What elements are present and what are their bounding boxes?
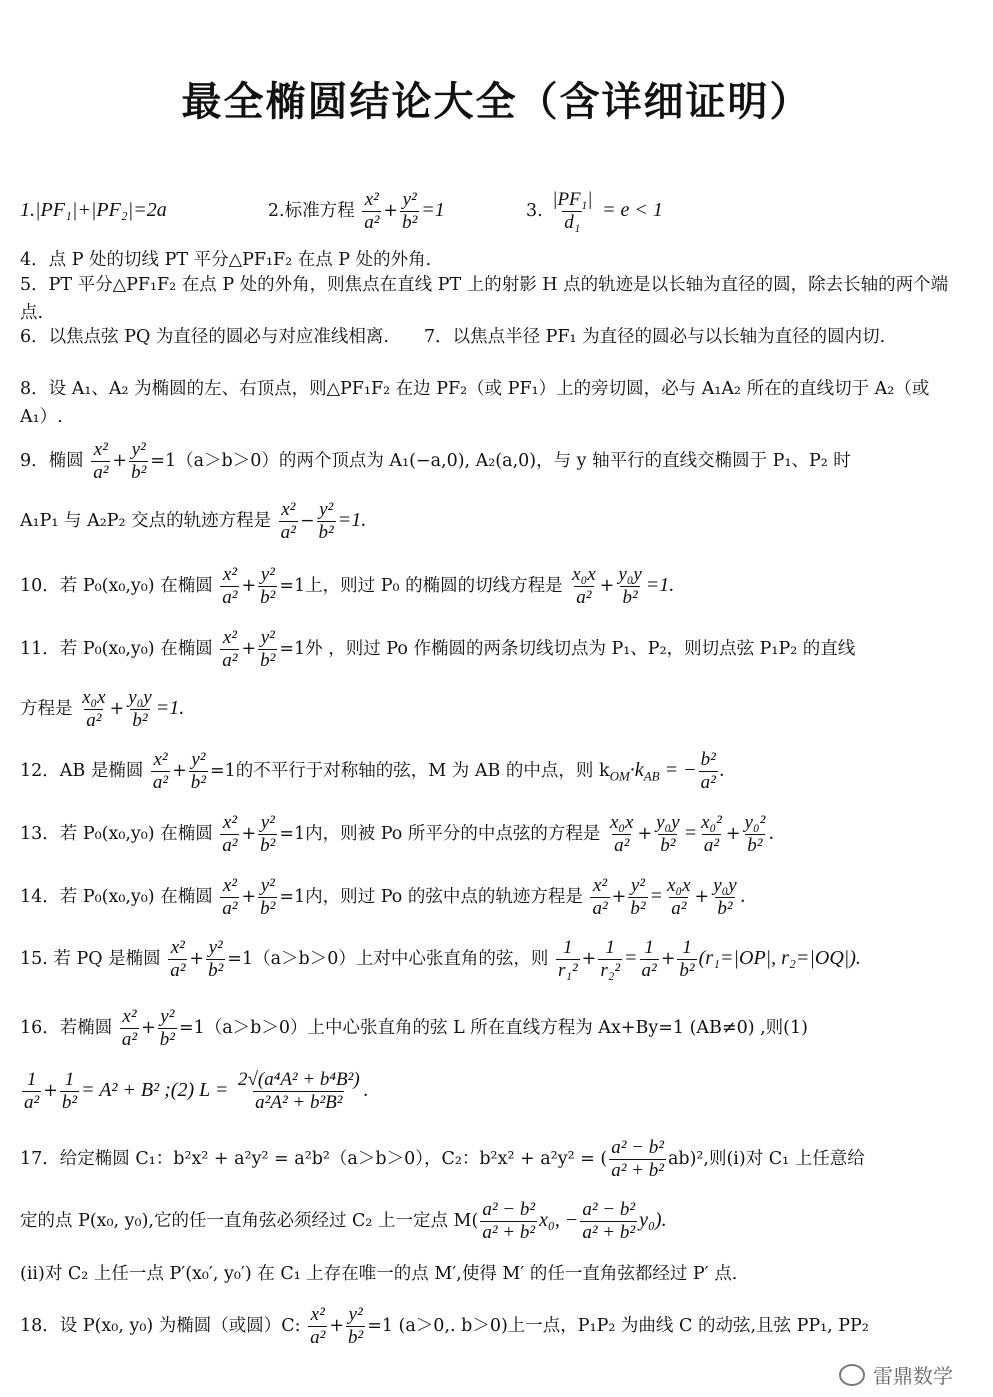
item-16: 16．若椭圆 $\frac{\text{x²}}{\text{a²}}$ + $\frac{\text{y²}}{\text{b²}}$ =1（a＞b＞0）上中心张直角的弦 L 所在直线方程为 Ax+By=1 (AB≠0) ,则(1)	[20, 1006, 808, 1050]
item-15: 15. 若 PQ 是椭圆 $\frac{\text{x²}}{\text{a²}}$ + $\frac{\text{y²}}{\text{b²}}$ =1（a＞b＞0）上对中心张直角的弦，则 $\frac{1}{\text{r₁²}}$ + $\frac{1}{\text{r₂²}}$ = $\frac{1}{\text{a²}}$ + $\frac{1}{\text{b²}}$ (r₁=|OP|, r₂=|OQ|).	[20, 937, 861, 981]
frac-x2-a2: $\frac{\text{x²}}{\text{a²}}$	[364, 189, 380, 233]
item-9-locus: A₁P₁ 与 A₂P₂ 交点的轨迹方程是 $\frac{\text{x²}}{\text{a²}}$ − $\frac{\text{y²}}{\text{b²}}$ =1.	[20, 499, 367, 543]
item-3-label: 3.	[525, 200, 543, 221]
item-18: 18．设 P(x₀, y₀) 为椭圆（或圆）C: $\frac{\text{x²}}{\text{a²}}$ + $\frac{\text{y²}}{\text{b²}}$ =1 (a＞0,. b＞0)上一点，P₁P₂ 为曲线 C 的动弦,且弦 PP₁, PP₂	[20, 1304, 869, 1348]
item-13: 13．若 P₀(x₀,y₀) 在椭圆 $\frac{\text{x²}}{\text{a²}}$ + $\frac{\text{y²}}{\text{b²}}$ =1内，则被 Po 所平分的中点弦的方程是 $\frac{\text{x₀x}}{\text{a²}}$ + $\frac{\text{y₀y}}{\text{b²}}$ = $\frac{\text{x₀²}}{\text{a²}}$ + $\frac{\text{y₀²}}{\text{b²}}$ .	[20, 812, 775, 856]
watermark-text: 雷鼎数学	[873, 1364, 953, 1388]
item-1: 1.|PF₁|+|PF₂|=2a	[20, 198, 167, 221]
item-12: 12．AB 是椭圆 $\frac{\text{x²}}{\text{a²}}$ + $\frac{\text{y²}}{\text{b²}}$ =1的不平行于对称轴的弦，M 为 AB 的中点，则 $k_{OM}\cdot k_{AB}$ = − $\frac{\text{b²}}{\text{a²}}$ .	[20, 749, 725, 793]
item-17-point: 定的点 P(x₀, y₀),它的任一直角弦必须经过 C₂ 上一定点 M( $\frac{\text{a² − b²}}{\text{a² + b²}}$ x₀, − $\frac{\text{a² − b²}}{\text{a² + b²}}$ y₀).	[20, 1199, 667, 1243]
item-2-label: 2.标准方程	[267, 200, 355, 221]
wechat-icon	[839, 1364, 865, 1386]
item-6-7: 6．以焦点弦 PQ 为直径的圆必与对应准线相离. 7．以焦点半径 PF₁ 为直径的圆必与以长轴为直径的圆内切.	[20, 327, 886, 347]
item-10: 10．若 P₀(x₀,y₀) 在椭圆 $\frac{\text{x²}}{\text{a²}}$ + $\frac{\text{y²}}{\text{b²}}$ =1上，则过 P₀ 的椭圆的切线方程是 $\frac{\text{x₀x}}{\text{a²}}$ + $\frac{\text{y₀y}}{\text{b²}}$ =1.	[20, 564, 675, 608]
frac-y2-b2: $\frac{\text{y²}}{\text{b²}}$	[402, 189, 418, 233]
item-17-ii: (ii)对 C₂ 上任一点 P′(x₀′, y₀′) 在 C₁ 上存在唯一的点 M′,使得 M′ 的任一直角弦都经过 P′ 点.	[20, 1264, 738, 1284]
item-14: 14．若 P₀(x₀,y₀) 在椭圆 $\frac{\text{x²}}{\text{a²}}$ + $\frac{\text{y²}}{\text{b²}}$ =1内，则过 Po 的弦中点的轨迹方程是 $\frac{\text{x²}}{\text{a²}}$ + $\frac{\text{y²}}{\text{b²}}$ = $\frac{\text{x₀x}}{\text{a²}}$ + $\frac{\text{y₀y}}{\text{b²}}$ .	[20, 875, 746, 919]
frac-pf1-d1: $\frac{\text{|PF₁|}}{\text{d₁}}$	[552, 189, 593, 233]
item-11-tail: 方程是 $\frac{\text{x₀x}}{\text{a²}}$ + $\frac{\text{y₀y}}{\text{b²}}$ =1.	[20, 687, 185, 731]
item-9: 9．椭圆 $\frac{\text{x²}}{\text{a²}}$ + $\frac{\text{y²}}{\text{b²}}$ =1（a＞b＞0）的两个顶点为 A₁(−a,0), A₂(a,0)，与 y 轴平行的直线交椭圆于 P₁、P₂ 时	[20, 439, 851, 483]
page-title: 最全椭圆结论大全（含详细证明）	[181, 79, 812, 125]
item-3-tail: = e < 1	[602, 198, 663, 221]
item-17: 17．给定椭圆 C₁：b²x² + a²y² = a²b²（a＞b＞0），C₂：b²x² + a²y² = ( $\frac{\text{a² − b²}}{\text{a² + b²}}$ ab)²,则(i)对 C₁ 上任意给	[20, 1137, 865, 1181]
item-1-3: 1.|PF₁|+|PF₂|=2a 2.标准方程 $\frac{\text{x²}}{\text{a²}}$ + $\frac{\text{y²}}{\text{b²}}$ =1 3. $\frac{\text{|PF₁|}}{\text{d₁}}$ = e < 1	[20, 189, 663, 233]
item-8: 8．设 A₁、A₂ 为椭圆的左、右顶点，则△PF₁F₂ 在边 PF₂（或 PF₁）上的旁切圆，必与 A₁A₂ 所在的直线切于 A₂（或 A₁）.	[20, 379, 930, 427]
item-4: 4．点 P 处的切线 PT 平分△PF₁F₂ 在点 P 处的外角.	[20, 250, 432, 270]
item-5: 5．PT 平分△PF₁F₂ 在点 P 处的外角，则焦点在直线 PT 上的射影 H 点的轨迹是以长轴为直径的圆，除去长轴的两个端点.	[20, 275, 949, 323]
item-11: 11．若 P₀(x₀,y₀) 在椭圆 $\frac{\text{x²}}{\text{a²}}$ + $\frac{\text{y²}}{\text{b²}}$ =1外 ，则过 Po 作椭圆的两条切线切点为 P₁、P₂，则切点弦 P₁P₂ 的直线	[20, 627, 856, 671]
watermark	[839, 1360, 953, 1389]
item-16-formula: $\frac{1}{\text{a²}}$ + $\frac{1}{\text{b²}}$ = A² + B² ;(2) L = $\frac{\text{2√(a⁴A² + b⁴B²)}}{\text{a²A² + b²B²}}$ .	[24, 1069, 369, 1113]
